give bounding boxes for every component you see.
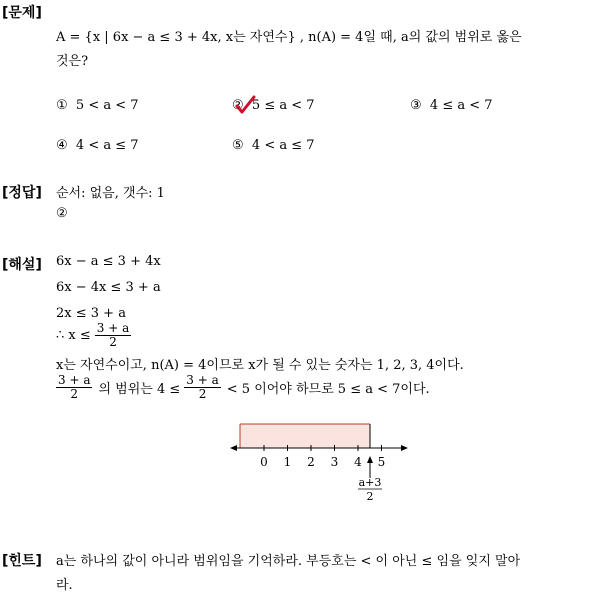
fraction xyxy=(184,374,220,401)
axis-right-arrow-icon xyxy=(401,445,408,451)
tick-label: 2 xyxy=(307,455,315,469)
checkmark-icon xyxy=(234,94,256,116)
choice-4-number: ④ xyxy=(56,138,68,153)
choice-5-number: ⑤ xyxy=(232,138,244,153)
marker-arrow-icon xyxy=(367,456,373,463)
fraction-numerator: 3 + a xyxy=(58,373,91,387)
hint-line-2: 라. xyxy=(56,578,73,593)
fraction-numerator: 3 + a xyxy=(186,373,219,387)
fraction xyxy=(95,322,131,349)
choice-5[interactable] xyxy=(232,138,315,153)
marker-denominator: 2 xyxy=(366,490,374,503)
fraction-denominator: 2 xyxy=(109,335,117,349)
solution-step-4 xyxy=(56,322,131,349)
solution-line-6 xyxy=(56,374,430,401)
choice-3-text: 4 ≤ a < 7 xyxy=(429,98,493,113)
answer-line-2: ② xyxy=(56,206,68,221)
solution-tag: [해설] xyxy=(2,257,42,273)
number-line-diagram xyxy=(228,416,418,504)
solution-line-6-mid: 의 범위는 4 ≤ xyxy=(98,382,181,397)
axis-left-arrow-icon xyxy=(230,445,237,451)
fraction-denominator: 2 xyxy=(70,387,79,401)
choice-4[interactable] xyxy=(56,138,139,153)
tick-label: 0 xyxy=(260,455,268,469)
shaded-range xyxy=(240,424,370,448)
tick-label: 5 xyxy=(377,455,386,469)
hint-line-1: a는 하나의 값이 아니라 범위임을 기억하라. 부등호는 < 이 아닌 ≤ 임을 잊지 말아 xyxy=(56,554,521,569)
fraction xyxy=(56,374,92,401)
choice-2-number: ② xyxy=(232,98,244,113)
marker-numerator: a+3 xyxy=(358,476,382,489)
solution-line-5: x는 자연수이고, n(A) = 4이므로 x가 될 수 있는 숫자는 1, 2, 3, 4이다. xyxy=(56,358,464,373)
answer-tag: [정답] xyxy=(2,185,42,201)
solution-step-4-prefix: ∴ x ≤ xyxy=(56,328,91,343)
choice-2-text: 5 ≤ a < 7 xyxy=(251,98,315,113)
choice-3[interactable] xyxy=(410,98,493,113)
fraction-numerator: 3 + a xyxy=(96,321,130,335)
solution-step-2: 6x − 4x ≤ 3 + a xyxy=(56,280,161,295)
solution-step-1: 6x − a ≤ 3 + 4x xyxy=(56,254,161,269)
choice-4-text: 4 < a ≤ 7 xyxy=(75,138,139,153)
answer-line-1: 순서: 없음, 갯수: 1 xyxy=(56,186,165,201)
tick-label: 4 xyxy=(354,455,362,469)
tick-label: 3 xyxy=(330,455,339,469)
problem-tag: [문제] xyxy=(2,5,42,21)
choice-1[interactable] xyxy=(56,98,139,113)
choice-5-text: 4 < a ≤ 7 xyxy=(251,138,315,153)
choice-1-text: 5 < a < 7 xyxy=(75,98,139,113)
choice-1-number: ① xyxy=(56,98,68,113)
solution-step-3: 2x ≤ 3 + a xyxy=(56,306,126,321)
hint-tag: [힌트] xyxy=(2,553,42,569)
solution-line-6-end: < 5 이어야 하므로 5 ≤ a < 7이다. xyxy=(226,382,430,397)
tick-label: 1 xyxy=(283,455,292,469)
choice-3-number: ③ xyxy=(410,98,422,113)
fraction-denominator: 2 xyxy=(198,387,207,401)
problem-line-1: A = {x | 6x − a ≤ 3 + 4x, x는 자연수} , n(A) = 4일 때, a의 값의 범위로 옳은 xyxy=(56,30,522,45)
problem-line-2: 것은? xyxy=(56,54,89,69)
